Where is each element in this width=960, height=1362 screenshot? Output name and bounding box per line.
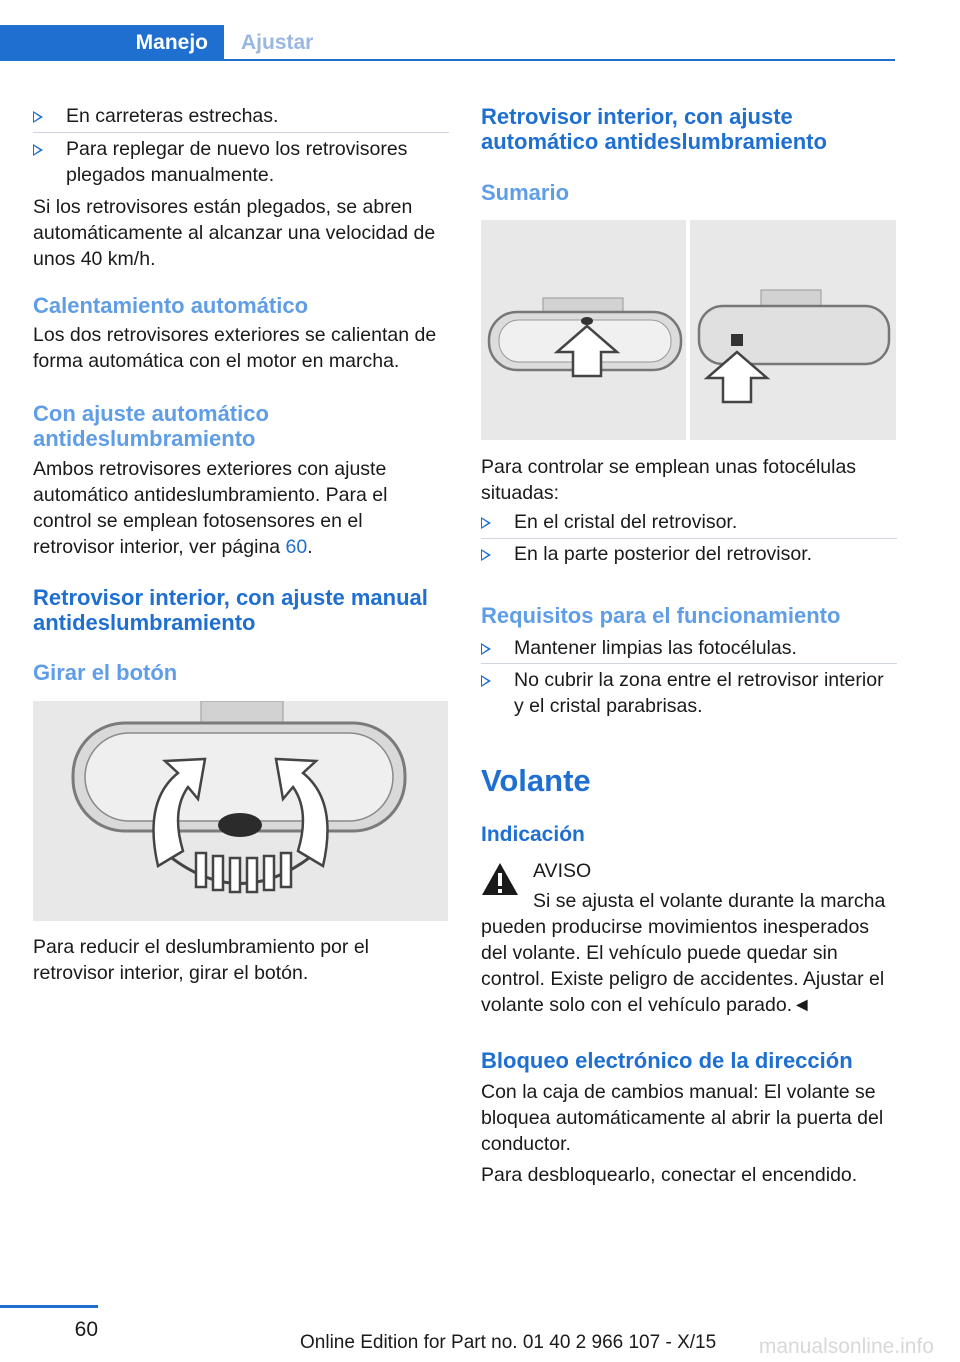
heading-indicacion: Indicación — [481, 823, 585, 846]
heading-antiglare: Con ajuste automático antideslumbramiento — [33, 401, 269, 451]
list-item: Para replegar de nuevo los retrovisores plegados manualmente. — [33, 136, 449, 188]
heading-steering-lock: Bloqueo electrónico de la dirección — [481, 1048, 853, 1073]
paragraph-turn: Para reducir el deslumbramiento por el retrovisor interior, girar el botón. — [33, 936, 369, 984]
divider — [481, 663, 897, 664]
paragraph-fold: Si los retrovisores están plegados, se abren automáticamente al alcanzar una velocidad de unos 40 km/h. — [33, 196, 436, 270]
list-item: En el cristal del retrovisor. — [481, 509, 897, 535]
list-item: En la parte posterior del retrovisor. — [481, 541, 897, 567]
paragraph-unlock: Para desbloquearlo, conectar el encendido. — [481, 1164, 858, 1186]
tab-ajustar[interactable] — [224, 25, 895, 61]
heading-auto-mirror: Retrovisor interior, con ajuste automático antideslumbramiento — [481, 104, 827, 154]
list-item: En carreteras estrechas. — [33, 103, 449, 129]
list-item: No cubrir la zona entre el retrovisor interior y el cristal parabrisas. — [481, 667, 897, 719]
mirror-turn-figure — [33, 701, 448, 921]
paragraph-lock: Con la caja de cambios manual: El volante se bloquea automáticamente al abrir la puerta del conductor. — [481, 1081, 884, 1155]
warning-text: Si se ajusta el volante durante la marcha pueden producirse movimientos inesperados del volante. El vehículo puede quedar sin control. Existe peligro de accidentes. Ajustar el volante solo con el vehículo parado.◄ — [481, 890, 886, 1016]
page-number: 60 — [74, 1318, 98, 1341]
list-item: Mantener limpias las fotocélulas. — [481, 635, 897, 661]
divider — [33, 132, 449, 133]
mirror-photocells-illustration — [481, 220, 896, 440]
mirror-rotate-illustration — [33, 701, 448, 921]
bullet-triangle-icon — [481, 643, 491, 655]
mirror-sensors-figure — [481, 220, 896, 440]
page-link[interactable]: 60 — [285, 536, 308, 558]
tab-manejo[interactable] — [0, 25, 224, 61]
edition-text: Online Edition for Part no. 01 40 2 966 107 - X/15 — [300, 1332, 717, 1353]
tab-underline — [0, 59, 895, 61]
heading-summary: Sumario — [481, 180, 570, 205]
heading-volante: Volante — [481, 763, 591, 798]
tab-manejo-label: Manejo — [135, 31, 208, 54]
bullet-triangle-icon — [481, 517, 491, 529]
paragraph-sensors: Para controlar se emplean unas fotocélulas situadas: — [481, 456, 857, 504]
heading-heating: Calentamiento automático — [33, 293, 309, 318]
bullet-triangle-icon — [33, 144, 43, 156]
chapter-tab-bar — [0, 25, 895, 61]
warning-label: AVISO — [533, 860, 592, 882]
paragraph-heating: Los dos retrovisores exteriores se calientan de forma automática con el motor en marcha. — [33, 324, 437, 372]
footer-accent-line — [0, 1305, 98, 1308]
tab-ajustar-label: Ajustar — [241, 31, 314, 54]
heading-requirements: Requisitos para el funcionamiento — [481, 603, 841, 628]
divider — [481, 538, 897, 539]
paragraph-antiglare: Ambos retrovisores exteriores con ajuste automático antideslumbramiento. Para el control se emplean fotosensores en el retrovisor interior, ver página 60. — [33, 458, 388, 558]
bullet-triangle-icon — [33, 111, 43, 123]
heading-turn-button: Girar el botón — [33, 660, 178, 685]
watermark: manualsonline.info — [758, 1335, 934, 1358]
heading-manual-mirror: Retrovisor interior, con ajuste manual antideslumbramiento — [33, 585, 428, 635]
bullet-triangle-icon — [481, 675, 491, 687]
bullet-triangle-icon — [481, 549, 491, 561]
